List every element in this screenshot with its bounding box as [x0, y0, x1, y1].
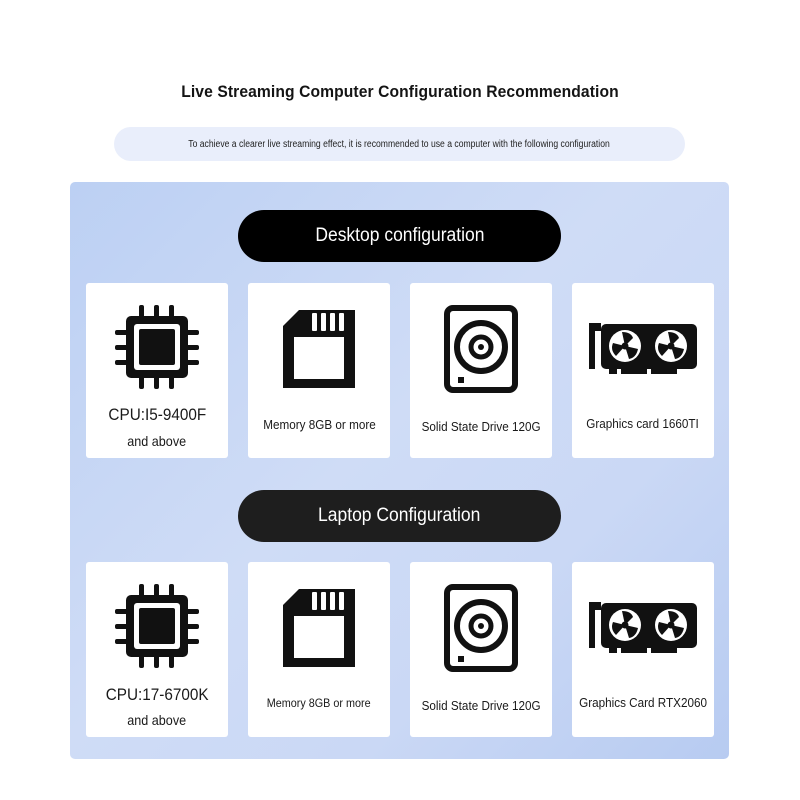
laptop-heading-pill: [238, 490, 561, 542]
graphics-card-icon: [572, 598, 714, 694]
laptop-memory-label: Memory 8GB or more: [267, 696, 371, 710]
cpu-icon: [86, 580, 228, 676]
desktop-memory-card: [248, 283, 390, 458]
desktop-memory-label: Memory 8GB or more: [262, 417, 376, 432]
ssd-drive-icon: [410, 305, 552, 401]
graphics-card-icon: [572, 319, 714, 415]
laptop-cpu-card: [86, 562, 228, 737]
desktop-gpu-label: Graphics card 1660TI: [586, 416, 700, 431]
laptop-ssd-card: [410, 562, 552, 737]
memory-card-icon: [248, 586, 390, 682]
cpu-icon: [86, 301, 228, 397]
laptop-memory-card: [248, 562, 390, 737]
desktop-cpu-label: CPU:I5-9400F: [108, 405, 206, 424]
laptop-cpu-label: CPU:17-6700K: [105, 685, 209, 704]
desktop-ssd-card: [410, 283, 552, 458]
laptop-gpu-card: [572, 562, 714, 737]
desktop-heading: Desktop configuration: [314, 225, 485, 246]
laptop-ssd-label: Solid State Drive 120G: [421, 698, 541, 713]
ssd-drive-icon: [410, 584, 552, 680]
desktop-cpu-card: [86, 283, 228, 458]
page-title: Live Streaming Computer Configuration Recommendation: [181, 82, 619, 101]
subtitle-banner: [114, 127, 685, 161]
memory-card-icon: [248, 307, 390, 403]
desktop-gpu-card: [572, 283, 714, 458]
subtitle-text: To achieve a clearer live streaming effect, it is recommended to use a computer with the following configuration: [188, 138, 611, 150]
desktop-ssd-label: Solid State Drive 120G: [421, 419, 541, 434]
desktop-heading-pill: [238, 210, 561, 262]
desktop-cpu-sublabel: and above: [127, 433, 187, 449]
laptop-heading: Laptop Configuration: [318, 505, 481, 526]
laptop-cpu-sublabel: and above: [127, 712, 187, 728]
laptop-gpu-label: Graphics Card RTX2060: [579, 695, 708, 710]
